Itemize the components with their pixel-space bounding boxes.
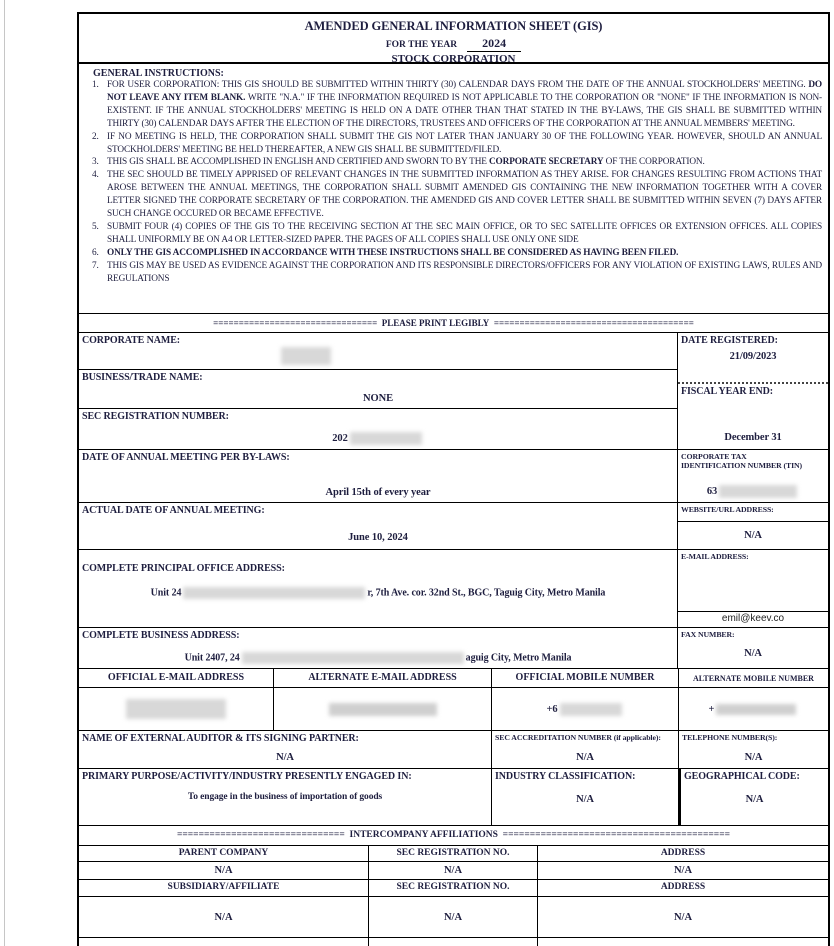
tin-label: CORPORATE TAX IDENTIFICATION NUMBER (TIN) [681,452,803,470]
instruction-item: 4. THE SEC SHOULD BE TIMELY APPRISED OF RELEVANT CHANGES IN THE SUBMITTED INFORMATION AS THEY ARISE. FOR CHANGES RESULTING FROM ACTIONS THAT AROSE BETWEEN THE ANNUAL MEETINGS, THE CORPORATION SHALL SUBMIT AMENDED GIS CONTAINING THE NEW INFORMATION TOGETHER WITH A COVER LETTER SIGNED THE CORPORATE SECRETARY OF THE CORPORATION. THE AMENDED GIS AND COVER LETTER SHALL BE SUBMITTED WITHIN SEVEN (7) DAYS AFTER SUCH CHANGE OCCURED OR BECAME EFFECTIVE. [92,170,822,220]
alternate-mobile-value [679,688,828,730]
sec-registration-value [79,432,677,449]
field-fiscal-year-end [678,384,828,449]
row-primary-purpose [79,769,828,826]
divider-equals-right: ======================================= [493,318,694,328]
year-line [79,36,828,52]
industry-label: INDUSTRY CLASSIFICATION: [495,771,636,782]
redacted-alternate-mobile [716,704,796,715]
instruction-item: 3. THIS GIS SHALL BE ACCOMPLISHED IN ENGLISH AND CERTIFIED AND SWORN TO BY THE CORPORATE SECRETARY OF THE CORPORATION. [92,157,705,168]
parent-address-value: N/A [537,862,828,879]
fax-value: N/A [744,648,762,659]
field-alternate-email [273,669,491,730]
fiscal-year-end-label: FISCAL YEAR END: [681,386,773,397]
date-registered-label: DATE REGISTERED: [681,335,778,346]
field-auditor [79,731,491,768]
business-address-suffix: aguig City, Metro Manila [465,652,572,664]
page-edge-line [4,0,5,946]
row-meeting-bylaws [79,450,828,503]
geo-label: GEOGRAPHICAL CODE: [684,771,800,782]
parent-company-header: PARENT COMPANY [178,848,269,858]
field-alternate-mobile [678,669,828,730]
year-value: 2024 [467,36,521,52]
telephone-label: TELEPHONE NUMBER(S): [682,733,778,742]
field-official-email [79,669,273,730]
field-actual-meeting [79,503,677,549]
address-header: ADDRESS [537,880,828,896]
field-industry-classification [491,769,678,825]
alternate-mobile-visible-digits: + [708,703,715,715]
intercompany-header-row-subsidiary [79,880,828,897]
instruction-item: 6. ONLY THE GIS ACCOMPLISHED IN ACCORDANCE WITH THESE INSTRUCTIONS SHALL BE CONSIDERED AS HAVING BEEN FILED. [92,247,679,258]
fax-label: FAX NUMBER: [681,630,735,639]
divider-equals-left: =============================== [176,830,345,840]
actual-meeting-label: ACTUAL DATE OF ANNUAL MEETING: [82,505,265,516]
business-address-prefix: Unit 2407, 24 [184,652,240,664]
actual-meeting-value: June 10, 2024 [348,532,408,543]
intercompany-divider [79,826,828,845]
intercompany-partial-row [79,938,828,946]
field-sec-registration [79,409,677,449]
instruction-item: 2. IF NO MEETING IS HELD, THE CORPORATION SHALL SUBMIT THE GIS NOT LATER THAN JANUARY 30 OF THE FOLLOWING YEAR. HOWEVER, SHOULD AN ANNUAL STOCKHOLDERS' MEETING BE HELD THEREAFTER, A NEW GIS SHALL BE SUBMITTED/FILED. [92,131,822,155]
official-mobile-visible-digits: +6 [546,703,558,715]
row-principal-address [79,550,828,628]
row-external-auditor [79,731,828,769]
redacted-principal-address [183,587,365,599]
alternate-email-value [274,688,491,730]
subsidiary-sec-no-value: N/A [368,897,537,937]
primary-purpose-label: PRIMARY PURPOSE/ACTIVITY/INDUSTRY PRESENTLY ENGAGED IN: [82,771,412,782]
fiscal-year-end-value: December 31 [724,432,782,443]
field-fax [677,628,828,668]
field-geographical-code [678,769,828,825]
empty-cell [368,938,537,946]
principal-address-suffix: r, 7th Ave. cor. 32nd St., BGC, Taguig City, Metro Manila [367,587,606,599]
official-email-header: OFFICIAL E-MAIL ADDRESS [79,669,273,688]
redacted-alternate-email [329,703,437,716]
date-registered-value: 21/09/2023 [729,351,777,362]
instruction-item: 5. SUBMIT FOUR (4) COPIES OF THE GIS TO THE RECEIVING SECTION AT THE SEC MAIN OFFICE, OR TO SEC SATELLITE OFFICES OR EXTENSION OFFICES. ALL COPIES SHALL UNIFORMLY BE ON A4 OR LETTER-SIZED PAPER. THE PAGES OF ALL COPIES SHALL USE ONLY ONE SIDE [92,221,822,245]
field-official-mobile [491,669,678,730]
row-contact-columns [79,669,828,731]
corporate-name-value [79,347,677,365]
sec-registration-no-header: SEC REGISTRATION NO. [368,880,537,896]
principal-address-label: COMPLETE PRINCIPAL OFFICE ADDRESS: [82,563,285,574]
business-trade-name-label: BUSINESS/TRADE NAME: [82,372,203,383]
redacted-official-email [126,699,226,719]
official-email-value [79,688,273,730]
auditor-label: NAME OF EXTERNAL AUDITOR & ITS SIGNING PARTNER: [82,733,359,744]
general-instructions [79,64,828,313]
parent-sec-no-value: N/A [368,862,537,879]
primary-purpose-value: To engage in the business of importation of goods [187,792,383,802]
sec-registration-visible-digits: 202 [332,432,348,444]
address-header: ADDRESS [537,846,828,861]
field-date-registered [678,333,828,384]
corporation-type: STOCK CORPORATION [391,53,516,65]
redacted-sec-registration [350,432,422,445]
business-trade-name-value: NONE [363,393,393,404]
email-label: E-MAIL ADDRESS: [681,552,749,561]
field-meeting-bylaws [79,450,677,502]
gis-form-page [77,12,830,946]
divider-equals-left: ================================ [213,318,378,328]
instructions-heading: GENERAL INSTRUCTIONS: [93,68,224,79]
field-email [677,550,828,627]
field-business-address [79,628,677,668]
redacted-tin [719,485,797,498]
website-label: WEBSITE/URL ADDRESS: [678,503,828,522]
website-value: N/A [744,530,762,541]
intercompany-header-row-parent [79,845,828,862]
intercompany-label: INTERCOMPANY AFFILIATIONS [349,830,498,840]
sec-accreditation-label: SEC ACCREDITATION NUMBER (if applicable): [495,733,661,742]
principal-address-prefix: Unit 24 [150,587,182,599]
intercompany-value-row-subsidiary [79,897,828,938]
field-telephone [678,731,828,768]
alternate-email-header: ALTERNATE E-MAIL ADDRESS [274,669,491,688]
meeting-bylaws-value: April 15th of every year [325,487,431,498]
redacted-corporate-name [281,347,331,365]
auditor-value: N/A [276,752,294,763]
print-legibly-divider [79,313,828,333]
instructions-list [92,79,822,286]
subsidiary-address-value: N/A [537,897,828,937]
empty-cell [79,938,368,946]
business-address-label: COMPLETE BUSINESS ADDRESS: [82,630,240,641]
subsidiary-affiliate-header: SUBSIDIARY/AFFILIATE [167,882,280,892]
for-the-year-label: FOR THE YEAR [385,40,458,50]
divider-equals-right: ========================================== [502,830,731,840]
redacted-official-mobile [560,703,622,716]
sec-accreditation-value: N/A [576,752,594,763]
alternate-mobile-header: ALTERNATE MOBILE NUMBER [679,669,828,688]
industry-value: N/A [576,794,594,805]
field-website [677,503,828,549]
tin-visible-digits: 63 [706,485,718,497]
print-legibly-label: PLEASE PRINT LEGIBLY [381,318,490,328]
row-business-address [79,628,828,669]
official-mobile-value [492,688,678,730]
sec-registration-no-header: SEC REGISTRATION NO. [368,846,537,861]
email-value: emil@keev.co [678,611,828,627]
document-title: AMENDED GENERAL INFORMATION SHEET (GIS) [304,19,603,33]
field-business-trade-name [79,370,677,409]
business-address-value [79,652,677,668]
meeting-bylaws-label: DATE OF ANNUAL MEETING PER BY-LAWS: [82,452,290,463]
redacted-business-address [242,652,464,664]
geo-value: N/A [745,794,764,805]
field-primary-purpose [79,769,491,825]
telephone-value: N/A [744,752,763,763]
field-corporate-name [79,333,677,370]
empty-cell [537,938,828,946]
official-mobile-header: OFFICIAL MOBILE NUMBER [492,669,678,688]
sec-registration-label: SEC REGISTRATION NUMBER: [82,411,229,422]
row-corporate-identity [79,333,828,450]
corporate-name-label: CORPORATE NAME: [82,335,181,346]
field-tin [677,450,828,502]
instruction-item: 1. FOR USER CORPORATION: THIS GIS SHOULD BE SUBMITTED WITHIN THIRTY (30) CALENDAR DAYS FROM THE DATE OF THE ANNUAL STOCKHOLDERS' MEETING. DO NOT LEAVE ANY ITEM BLANK. WRITE "N.A." IF THE INFORMATION REQUIRED IS NOT APPLICABLE TO THE CORPORATION OR "NONE" IF THE INFORMATION IS NON-EXISTENT. IF THE ANNUAL STOCKHOLDERS' MEETING IS HELD ON A DATE OTHER THAN THAT STATED IN THE BY-LAWS, THE GIS SHALL BE SUBMITTED WITHIN THIRTY (30) CALENDAR DAYS AFTER THE ELECTION OF THE DIRECTORS, TRUSTEES AND OFFICERS OF THE CORPORATION AT THE ANNUAL MEMBERS' MEETING. [92,80,822,129]
tin-value [678,485,828,502]
intercompany-value-row-parent [79,862,828,880]
title-block [79,14,828,64]
parent-company-value: N/A [214,865,233,876]
field-principal-address [79,550,677,627]
principal-address-value [79,587,677,599]
instruction-item: 7. THIS GIS MAY BE USED AS EVIDENCE AGAINST THE CORPORATION AND ITS RESPONSIBLE DIRECTORS/OFFICERS FOR ANY VIOLATION OF EXISTING LAWS, RULES AND REGULATIONS [92,260,822,284]
subsidiary-value: N/A [214,911,233,923]
field-sec-accreditation [491,731,678,768]
row-actual-meeting [79,503,828,550]
